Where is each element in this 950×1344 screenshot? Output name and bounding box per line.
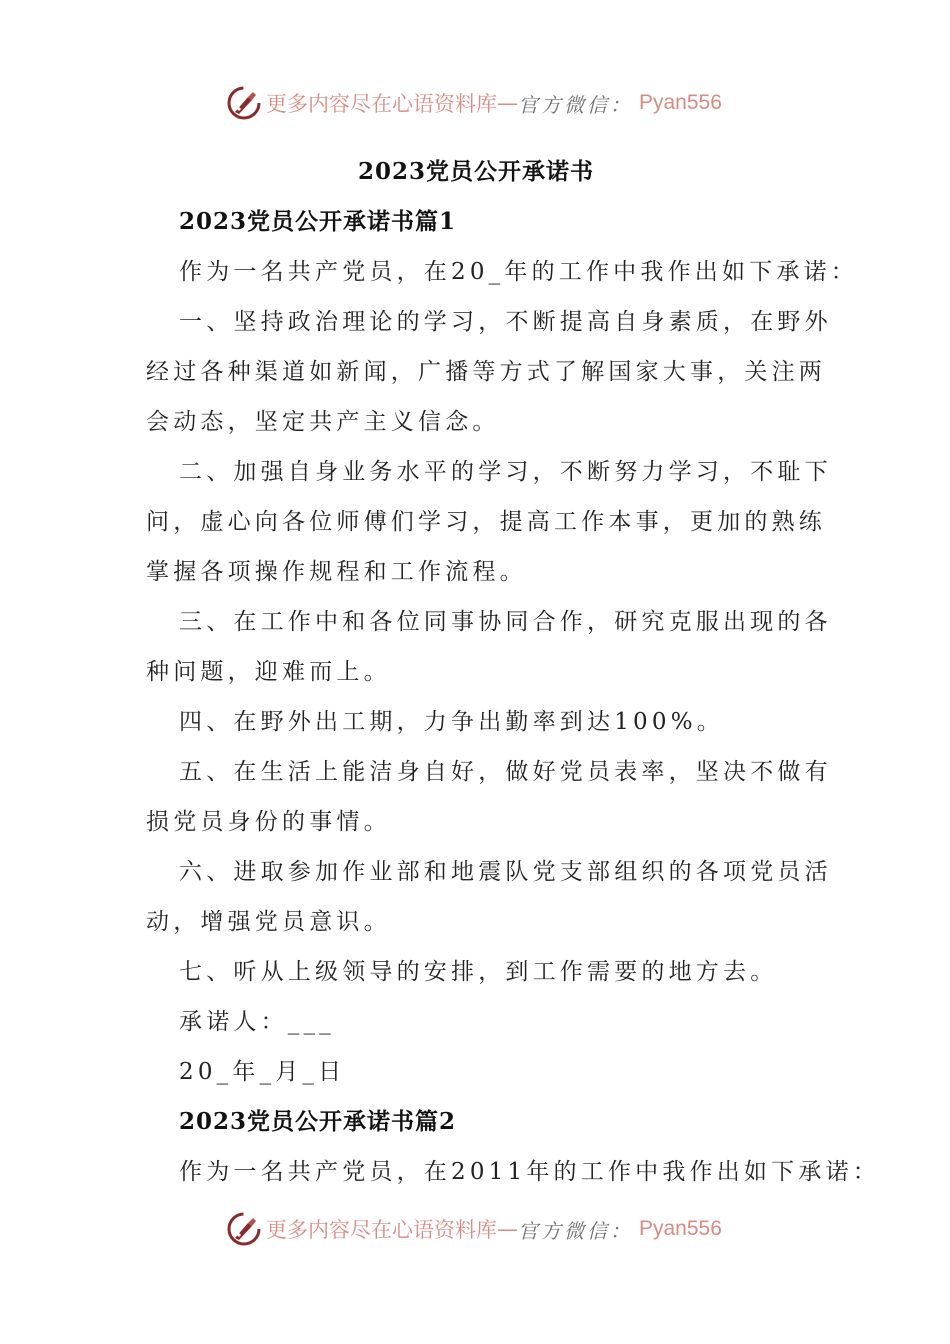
paragraph-line: 作为一名共产党员，在20_年的工作中我作出如下承诺： — [179, 259, 858, 285]
signature-line: 承诺人：___ — [179, 1009, 335, 1035]
section-heading-2: 2023党员公开承诺书篇2 — [179, 1108, 457, 1135]
watermark-site-text: 更多内容尽在心语资料库 — [266, 1218, 497, 1242]
paragraph-line: 种问题，迎难而上。 — [146, 659, 391, 685]
paragraph-line: 四、在野外出工期，力争出勤率到达100%。 — [179, 709, 724, 735]
pen-logo-icon — [226, 85, 262, 121]
date-line: 20_年_月_日 — [179, 1059, 346, 1085]
watermark-dash: — — [497, 91, 518, 115]
paragraph-line: 作为一名共产党员，在2011年的工作中我作出如下承诺： — [179, 1159, 880, 1185]
watermark-wechat-label: 官方微信： — [518, 1218, 633, 1243]
watermark-dash: — — [497, 1217, 518, 1241]
watermark-site-text: 更多内容尽在心语资料库 — [266, 92, 497, 116]
header-watermark — [226, 83, 722, 123]
watermark-wechat-label: 官方微信： — [518, 92, 633, 117]
paragraph-line: 二、加强自身业务水平的学习，不断努力学习，不耻下 — [179, 459, 832, 485]
document-title: 2023党员公开承诺书 — [357, 158, 594, 185]
section-heading-1: 2023党员公开承诺书篇1 — [179, 208, 457, 235]
paragraph-line: 会动态，坚定共产主义信念。 — [146, 409, 500, 435]
paragraph-line: 一、坚持政治理论的学习，不断提高自身素质，在野外 — [179, 309, 832, 335]
watermark-wechat-id: Pyan556 — [639, 1217, 722, 1240]
paragraph-line: 五、在生活上能洁身自好，做好党员表率，坚决不做有 — [179, 759, 832, 785]
pen-logo-icon — [226, 1211, 262, 1247]
paragraph-line: 七、听从上级领导的安排，到工作需要的地方去。 — [179, 959, 778, 985]
paragraph-line: 六、进取参加作业部和地震队党支部组织的各项党员活 — [179, 859, 832, 885]
paragraph-line: 问，虚心向各位师傅们学习，提高工作本事，更加的熟练 — [146, 509, 826, 535]
paragraph-line: 掌握各项操作规程和工作流程。 — [146, 559, 527, 585]
footer-watermark — [226, 1209, 722, 1249]
paragraph-line: 三、在工作中和各位同事协同合作，研究克服出现的各 — [179, 609, 832, 635]
paragraph-line: 经过各种渠道如新闻，广播等方式了解国家大事，关注两 — [146, 359, 826, 385]
paragraph-line: 损党员身份的事情。 — [146, 809, 391, 835]
paragraph-line: 动，增强党员意识。 — [146, 909, 391, 935]
watermark-wechat-id: Pyan556 — [639, 91, 722, 114]
